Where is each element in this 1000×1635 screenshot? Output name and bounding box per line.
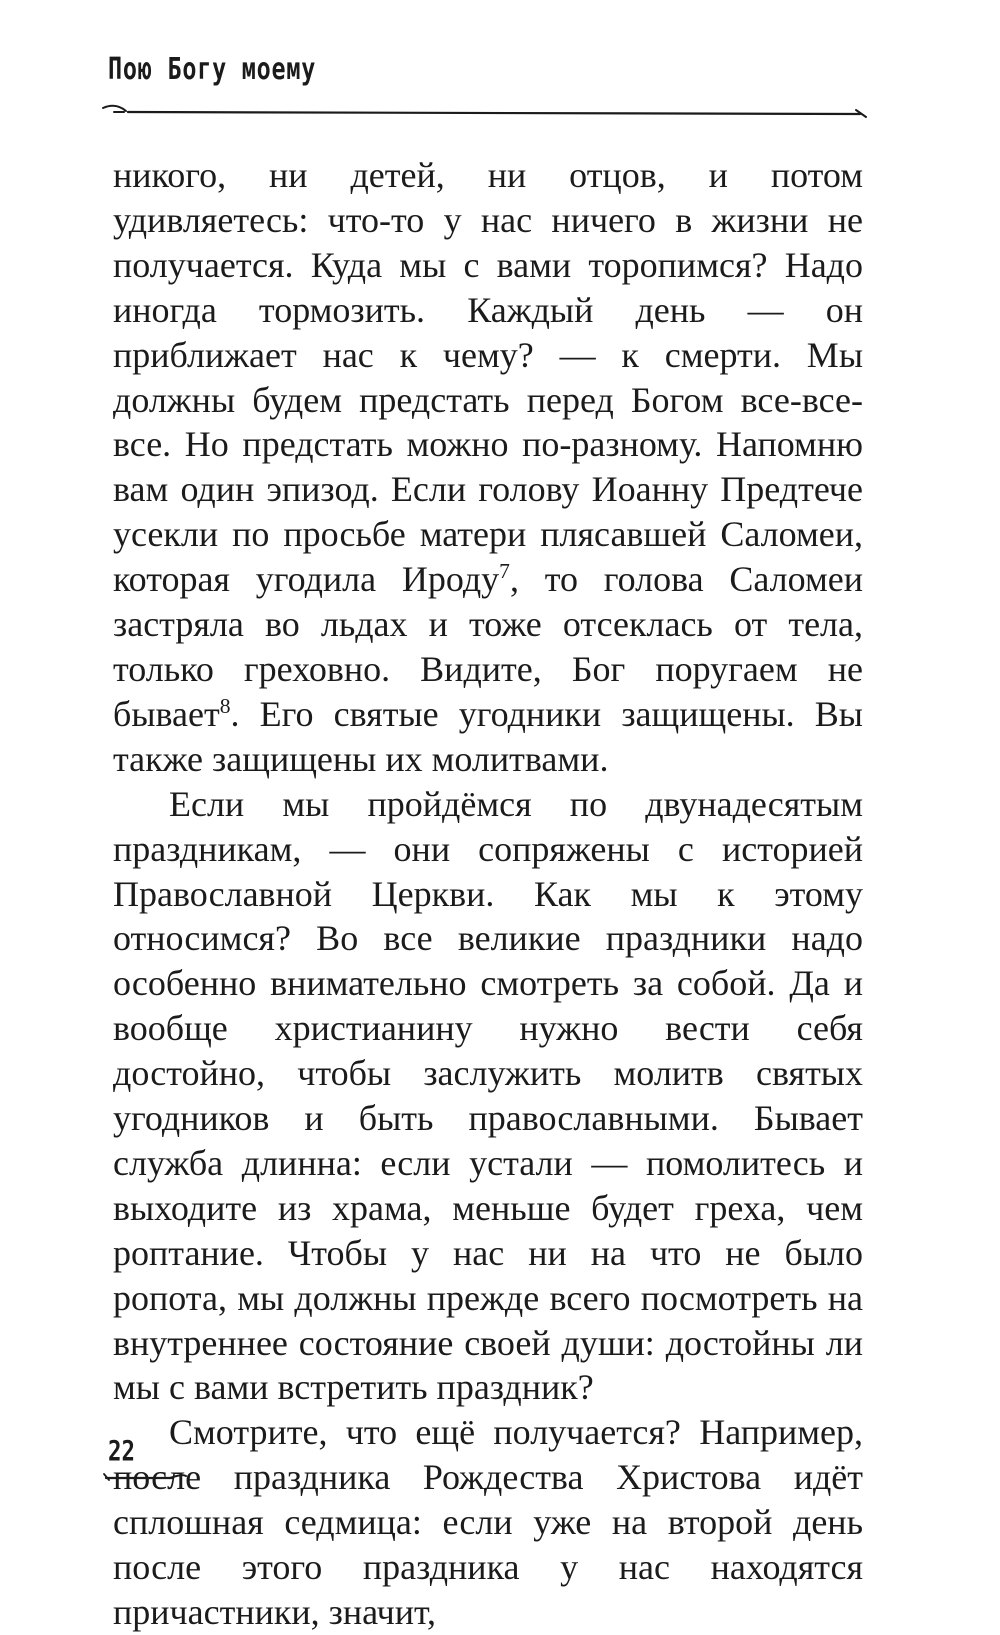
page-number: 22	[108, 1434, 135, 1467]
running-title: Пою Богу моему	[108, 52, 317, 87]
footnote-ref[interactable]: 8	[219, 693, 231, 718]
header-rule	[103, 106, 866, 117]
paragraph-text: никого, ни детей, ни отцов, и потом удивляетесь: что-то у нас ничего в жизни не получается. Куда мы с вами торопимся? Надо иногда тормозить. Каждый день — он приближает нас к чему? — к смерти. Мы должны будем предстать перед Богом все-все-все. Но предстать можно по-разному. Напомню вам один эпизод. Если голову Иоанну Предтече усекли по просьбе матери плясавшей Саломеи, которая угодила Ироду	[113, 155, 863, 600]
paragraph	[113, 153, 863, 782]
paragraph-text: , то голова Саломеи застряла во льдах и тоже отсеклась от тела, только греховно. Видите, Бог поругаем не бывает	[113, 559, 863, 734]
paragraph: Смотрите, что ещё получается? Например, после праздника Рождества Христова идёт сплошная седмица: если уже на второй день после этого праздника у нас находятся причастники, значит,	[113, 1412, 863, 1632]
paragraph: Если мы пройдёмся по двунадесятым праздникам, — они сопряжены с историей Православной Церкви. Как мы к этому относимся? Во все великие праздники надо особенно внимательно смотреть за собой. Да и вообще христианину нужно вести себя достойно, чтобы заслужить молитв святых угодников и быть православными. Бывает служба длинна: если устали — помолитесь и выходите из храма, меньше будет греха, чем роптание. Чтобы у нас ни на что не было ропота, мы должны прежде всего посмотреть на внутреннее состояние своей души: достойны ли мы с вами встретить праздник?	[113, 783, 863, 1408]
paragraph-text: . Его святые угодники защищены. Вы также защищены их молитвами.	[113, 693, 863, 779]
body-text	[113, 153, 863, 1635]
footnote-ref[interactable]: 7	[499, 559, 510, 584]
